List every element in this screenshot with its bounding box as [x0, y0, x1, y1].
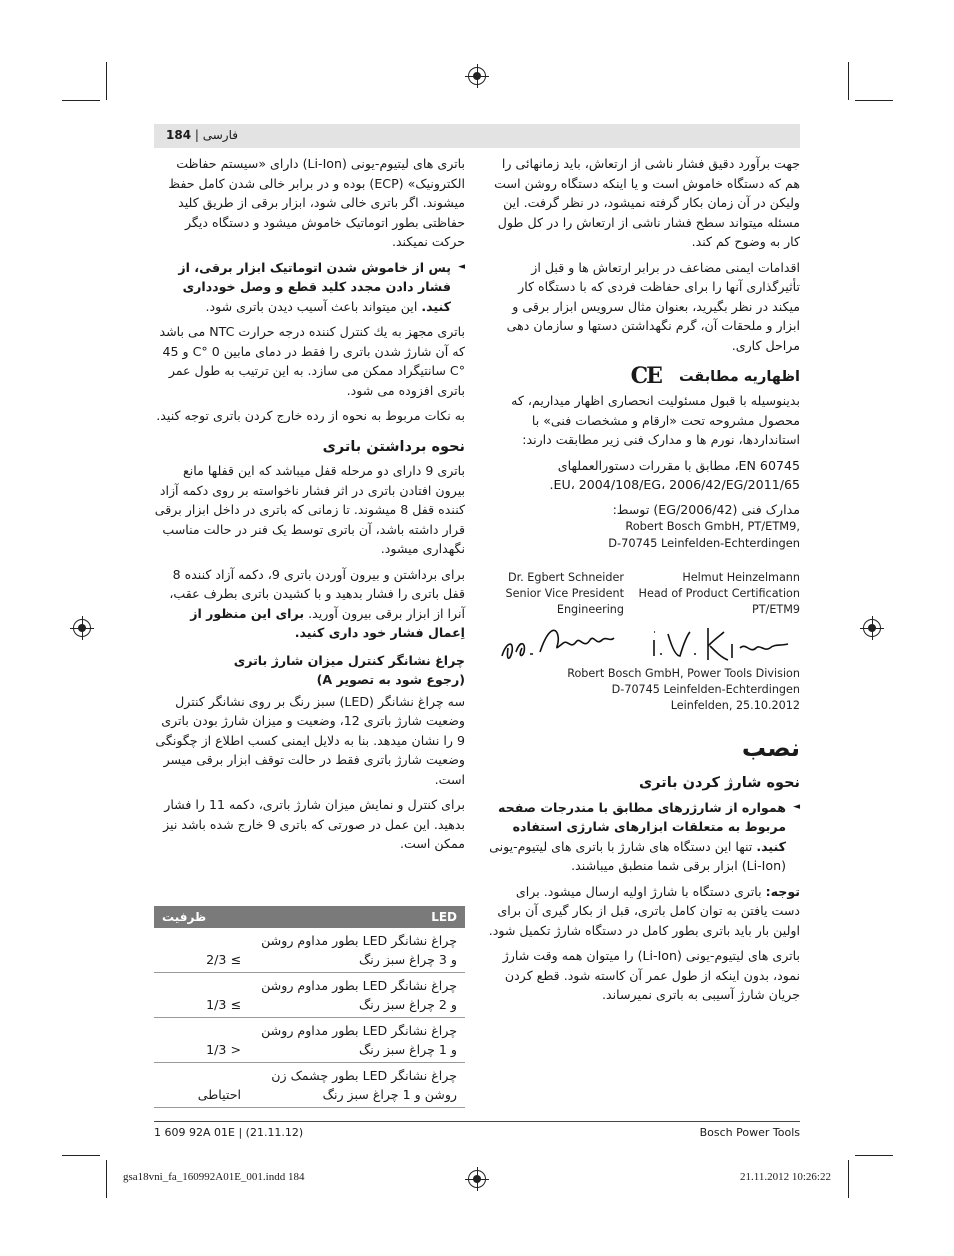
indicator-heading: چراغ نشانگر کنترل میزان شارژ باتری (رجوع شود به تصویر A): [233, 652, 465, 687]
disposal-paragraph: به نکات مربوط به نحوه از رده خارج کردن باتری توجه کنید.: [156, 408, 465, 423]
ce-mark-icon: CE: [630, 363, 661, 389]
conformity-paragraph: بدینوسیله با قبول مسئولیت انحصاری اظهار میداریم، که محصول مشروحه تحت «ارقام و مشخصات فنی» با استانداردها، نورم ها و مدارک فنی زیر مطابقت دارند:: [511, 393, 800, 448]
table-row: [154, 973, 465, 1018]
slug-file: gsa18vni_fa_160992A01E_001.indd 184: [123, 1171, 305, 1183]
led-desc-cell: چراغ نشانگر LED بطور مداوم روشن و 2 چراغ سبز رنگ: [249, 973, 465, 1018]
capacity-cell: < 1/3: [154, 1018, 249, 1063]
crop-mark: [106, 62, 107, 100]
header-label: 184 | فارسی: [166, 128, 238, 142]
col-led-header: LED: [249, 906, 465, 928]
col-capacity-header: ظرفیت: [154, 906, 249, 928]
footer-brand: Bosch Power Tools: [699, 1126, 800, 1139]
safety-paragraph: اقدامات ایمنی مضاعف در برابر ارتعاش ها و قبل از تأثیرگذاری آنها را برای حفاظت فردی که با دستگاه کار میکند در نظر بگیرید، بعنوان مثال سرویس ابزار برقی و ابزار و ملحقات آن، گرم نگهداشتن دستها و سازمان دهی مراحل کاری.: [506, 259, 800, 353]
capacity-cell: ≥ 1/3: [154, 973, 249, 1018]
footer-rule: [154, 1121, 800, 1122]
vibration-paragraph: جهت برآورد دقیق فشار ناشی از ارتعاش، باید زمانهائی را هم که دستگاه خاموش است و یا اینکه دستگاه روشن است ولیکن در آن زمان بکار گرفته نمیشود، در نظر گرفت. این مسئله میتواند سطح فشار ناشی از ارتعاش را در کل طول کار به وضوح کم کند.: [494, 156, 800, 249]
signatory-right: Helmut Heinzelmann Head of Product Certification PT/ETM9: [638, 571, 800, 616]
crop-mark: [855, 1155, 893, 1156]
left-column: [154, 154, 465, 860]
indicator-paragraph: سه چراغ نشانگر (LED) سبز رنگ بر روی نشانگر کنترل وضعیت شارژ باتری 12، وضعیت و میزان شارژ بودن باتری 9 را نشان میدهد. بنا به دلایل ایمنی کسب اطلاع از چگونگی وضعیت شارژ باتری فقط در حالت توقف ابزار برقی میسر است.: [155, 693, 465, 787]
registration-mark-icon: [468, 67, 486, 85]
signatory-left: Dr. Egbert Schneider Senior Vice President Engineering: [505, 571, 624, 616]
ntc-paragraph: باتری مجهز به یك کنترل کننده درجه حرارت NTC می باشد که آن شارژ شدن باتری را فقط در دمای مابین 0 °C و 45 °C سانتیگراد ممکن می سازد. به این ترتیب به طول عمر باتری افزوده می شود.: [159, 324, 465, 398]
page-number: 184: [166, 128, 192, 142]
table-row: [154, 1018, 465, 1063]
charging-section: [488, 774, 800, 1011]
footer-doc-code: 1 609 92A 01E | (21.11.12): [154, 1126, 304, 1139]
crop-mark: [848, 1160, 849, 1198]
slug-date: 21.11.2012 10:26:22: [740, 1171, 831, 1183]
ecp-paragraph: باتری های لیتیوم-یونی (Li-Ion) دارای «سیستم حفاظت الکترونیک» (ECP) بوده و در برابر خالی شدن کامل حفظ میشوند. اگر باتری خالی شود، ابزار برقی از طریق کلید حفاظتی بطور اتوماتیک خاموش میشود و دستگاه دیگر حرکت نمیکند.: [168, 156, 465, 249]
page-header: [154, 124, 800, 148]
led-status-table: [154, 906, 465, 1108]
division-address: Robert Bosch GmbH, Power Tools Division D-70745 Leinfelden-Echterdingen Leinfelden, 25.10.2012: [567, 667, 800, 712]
led-desc-cell: چراغ نشانگر LED بطور مداوم روشن و 3 چراغ سبز رنگ: [249, 928, 465, 973]
li-ion-paragraph: باتری های لیتیوم-یونی (Li-Ion) را میتوان همه وقت شارژ نمود، بدون اینکه از طول عمر آن کاسته شود. قطع کردن جریان شارژ آسیبی به باتری نمیرساند.: [502, 948, 800, 1002]
technical-file-paragraph: مدارک فنی (2006/42/EG) توسط: Robert Bosch GmbH, PT/ETM9, D-70745 Leinfelden-Echterdingen: [608, 501, 800, 550]
crop-mark: [62, 100, 100, 101]
table-row: [154, 928, 465, 973]
install-heading: نصب: [741, 734, 800, 762]
locking-paragraph: باتری 9 دارای دو مرحله قفل میباشد که این قفلها مانع بیرون افتادن باتری در اثر فشار ناخواسته بر روی دکمه آزاد کننده قفل 8 میشوند. تا زمانی که باتری در داخل ابزار برقی قرار داشته باشد، آن باتری توسط یک فنر در حالت مناسب نگهداری میشود.: [154, 463, 465, 556]
led-desc-cell: چراغ نشانگر LED بطور چشمک زن روشن و 1 چراغ سبز رنگ: [249, 1063, 465, 1108]
table-row: [154, 1063, 465, 1108]
battery-removal-heading: نحوه برداشتن باتری: [322, 438, 465, 455]
crop-mark: [855, 100, 893, 101]
table-header-row: [154, 906, 465, 928]
language-name: فارسی: [202, 128, 238, 142]
capacity-cell: ≥ 2/3: [154, 928, 249, 973]
charger-bullet: ◄ همواره از شارژرهای مطابق با مندرجات صفحه مربوط به متعلقات ابزارهای شارژی استفاده کنید. تنها این دستگاه های شارژ با باتری های لیتیوم-یونی (Li-Ion) ابزار برقی شما منطبق میباشند.: [488, 798, 800, 876]
charging-heading: نحوه شارژ کردن باتری: [638, 775, 800, 791]
capacity-cell: احتیاطی: [154, 1063, 249, 1108]
signature-left-image: [496, 622, 636, 666]
conformity-heading: اظهاریه مطابقتCE: [630, 363, 800, 389]
crop-mark: [848, 62, 849, 100]
crop-mark: [62, 1155, 100, 1156]
switch-warning-bullet: ◄ پس از خاموش شدن اتوماتیک ابزار برقی، از فشار دادن مجدد کلید قطع و وصل خودداری کنید. این میتواند باعث آسیب دیدن باتری شود.: [154, 258, 465, 317]
check-paragraph: برای کنترل و نمایش میزان شارژ باتری، دکمه 11 را فشار بدهید. این عمل در صورتی که باتری 9 خارج شده باشد نیز ممکن است.: [163, 797, 465, 851]
removal-paragraph: برای برداشتن و بیرون آوردن باتری 9، دکمه آزاد کننده 8 قفل باتری را فشار بدهید و با کشیدن باتری بطرف عقب، آنرا از ابزار برقی بیرون آورید. برای این منظور از اِعمال فشار خود داری کنید.: [169, 566, 465, 640]
registration-mark-icon: [73, 619, 91, 637]
registration-mark-icon: [468, 1170, 486, 1188]
note-paragraph: توجه: باتری دستگاه با شارژ اولیه ارسال میشود. برای دست یافتن به توان کامل باتری، قبل از بکار گیری آن برای اولین بار باید باتری بطور کامل در دستگاه شارژ تکمیل شود.: [488, 883, 800, 938]
right-column: [488, 154, 800, 558]
crop-mark: [106, 1160, 107, 1198]
registration-mark-icon: [863, 619, 881, 637]
led-desc-cell: چراغ نشانگر LED بطور مداوم روشن و 1 چراغ سبز رنگ: [249, 1018, 465, 1063]
standards-paragraph: EN 60745، مطابق با مقررات دستورالعملهای 2011/65/EU، 2004/108/EG، 2006/42/EG.: [549, 457, 800, 493]
signature-right-image: [646, 622, 796, 666]
